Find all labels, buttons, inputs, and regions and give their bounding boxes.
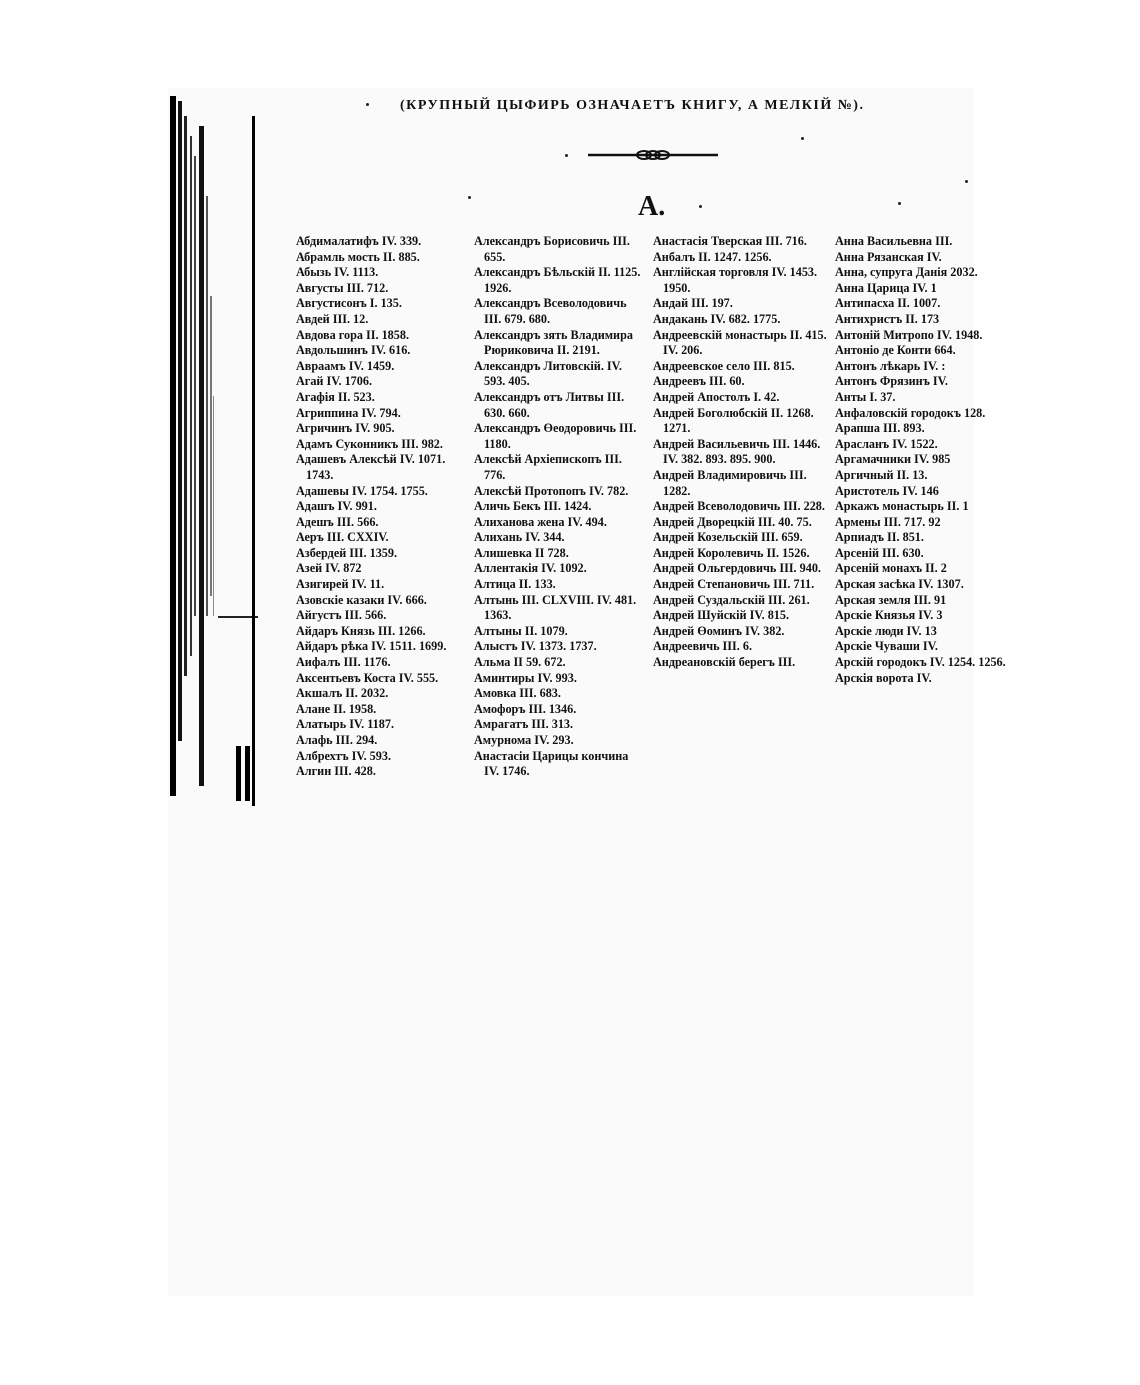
index-entry: Агафія II. 523.: [296, 389, 375, 404]
index-entry: Андрей Королевичь II. 1526.: [653, 545, 810, 560]
index-entry: Андрей Апостолъ I. 42.: [653, 389, 780, 404]
index-entry: Аличь Бекъ III. 1424.: [474, 499, 592, 514]
index-entry: Андрей Ольгердовичь III. 940.: [653, 561, 821, 576]
index-entry: Алтыны II. 1079.: [474, 623, 568, 638]
index-entry: Алексѣй Протопопъ IV. 782.: [474, 483, 629, 498]
index-entry: Анастасія Тверская III. 716.: [653, 234, 807, 248]
index-entry: Амрагатъ III. 313.: [474, 717, 574, 732]
index-entry: Андреановскій берегъ III.: [653, 655, 796, 670]
index-entry: Антоній Митропо IV. 1948.: [835, 327, 983, 342]
ink-speck: [801, 137, 804, 140]
index-entry: Арскія ворота IV.: [835, 670, 932, 685]
index-entry: Акшалъ II. 2032.: [296, 686, 389, 701]
index-column-1: [296, 234, 466, 794]
index-entry: Арскіе Князья IV. 3: [835, 608, 943, 623]
index-entry: Андреевичь III. 6.: [653, 639, 753, 654]
index-entry: Азбердей III. 1359.: [296, 545, 398, 560]
index-entry: Абрамль мость II. 885.: [296, 249, 420, 264]
index-entry: Анбалъ II. 1247. 1256.: [653, 249, 772, 264]
index-entry: Айдаръ Князь III. 1266.: [296, 623, 426, 638]
ink-speck: [699, 205, 702, 208]
index-entry: Арская засѣка IV. 1307.: [835, 577, 964, 592]
index-entry: Алтица II. 133.: [474, 577, 556, 592]
index-entry: Азовскіе казаки IV. 666.: [296, 592, 427, 607]
index-entry: Анна Васильевна III.: [835, 234, 953, 248]
index-entry: Андрей Всеволодовичь III. 228.: [653, 499, 825, 514]
index-entry: Андай III. 197.: [653, 296, 733, 311]
index-entry: Арапша III. 893.: [835, 421, 925, 436]
ink-speck: [965, 180, 968, 183]
section-letter: А.: [638, 191, 666, 222]
index-entry: Алишевка II 728.: [474, 545, 569, 560]
index-entry: Алгин III. 428.: [296, 764, 376, 779]
index-entry: Аллентакія IV. 1092.: [474, 561, 587, 576]
index-column-4: [835, 234, 1006, 794]
index-entry: Андрей Владимировичь III. 1282.: [653, 467, 807, 498]
index-entry: Анна Рязанская IV.: [835, 249, 942, 264]
index-entry: Андрей Өоминъ IV. 382.: [653, 623, 785, 638]
index-entry: Арасланъ IV. 1522.: [835, 436, 938, 451]
index-entry: Андреевскій монастырь II. 415. IV. 206.: [653, 327, 827, 358]
index-entry: Алексѣй Архіепископъ III. 776.: [474, 452, 622, 482]
index-entry: Алихановa жена IV. 494.: [474, 514, 607, 529]
index-entry: Андрей Дворецкій III. 40. 75.: [653, 514, 812, 529]
index-entry: Арпиадъ II. 851.: [835, 530, 924, 545]
index-entry: Аеръ III. CXXIV.: [296, 530, 389, 545]
index-entry: Андрей Суздальскій III. 261.: [653, 592, 810, 607]
index-entry: Агай IV. 1706.: [296, 374, 372, 389]
index-entry: Аминтиры IV. 993.: [474, 670, 577, 685]
index-entry: Александръ Всеволодовичь III. 679. 680.: [474, 296, 627, 326]
index-entry: Армены III. 717. 92: [835, 514, 941, 529]
index-entry: Абызь IV. 1113.: [296, 265, 379, 280]
index-entry: Арскій городокъ IV. 1254. 1256.: [835, 655, 1006, 670]
index-column-2: [474, 234, 646, 794]
index-entry: Аргамачники IV. 985: [835, 452, 951, 467]
index-entry: Амурнома IV. 293.: [474, 733, 574, 747]
index-entry: Антихристъ II. 173: [835, 311, 940, 326]
index-entry: Айгустъ III. 566.: [296, 608, 387, 623]
index-entry: Абдималатифъ IV. 339.: [296, 234, 422, 248]
index-entry: Алане II. 1958.: [296, 701, 377, 716]
book-page: [168, 88, 1006, 1296]
index-entry: Алтынь III. CLXVIII. IV. 481. 1363.: [474, 592, 637, 623]
index-entry: Антоніо де Конти 664.: [835, 343, 956, 358]
index-entry: Александръ Литовскій. IV. 593. 405.: [474, 358, 622, 389]
index-entry: Азигирей IV. 11.: [296, 577, 385, 592]
index-entry: Аифалъ III. 1176.: [296, 655, 391, 670]
index-entry: Аркажъ монастырь II. 1: [835, 499, 969, 514]
index-entry: Александръ Өеодоровичь III. 1180.: [474, 421, 637, 451]
ornament-divider: [588, 148, 718, 162]
ink-speck: [565, 154, 568, 157]
index-entry: Айдаръ рѣка IV. 1511. 1699.: [296, 639, 447, 654]
index-entry: Анна Царица IV. 1: [835, 280, 937, 295]
ink-speck: [468, 196, 471, 199]
index-entry: Авраамъ IV. 1459.: [296, 358, 395, 373]
index-entry: Александръ отъ Литвы III. 630. 660.: [474, 389, 625, 420]
index-entry: Анты I. 37.: [835, 389, 896, 404]
index-entry: Андакань IV. 682. 1775.: [653, 311, 781, 326]
index-column-3: [653, 234, 829, 794]
index-entry: Андрей Боголюбскій II. 1268. 1271.: [653, 405, 814, 436]
index-entry: Адашевы IV. 1754. 1755.: [296, 483, 428, 498]
index-entry: Альма II 59. 672.: [474, 655, 566, 670]
index-entry: Антонъ лѣкарь IV. :: [835, 358, 946, 373]
index-entry: Андрей Козельскій III. 659.: [653, 530, 803, 545]
index-entry: Антонъ Фрязинъ IV.: [835, 374, 948, 389]
index-entry: Андрей Васильевичь III. 1446. IV. 382. 893. 895. 900.: [653, 436, 821, 467]
index-entry: Алихань IV. 344.: [474, 530, 565, 545]
index-entry: Александръ Борисовичь III. 655.: [474, 234, 630, 264]
index-entry: Андреевъ III. 60.: [653, 374, 745, 389]
ink-speck: [366, 103, 369, 106]
index-entry: Амовка III. 683.: [474, 686, 561, 701]
index-entry: Адамъ Суконникъ III. 982.: [296, 436, 443, 451]
page-header: (КРУПНЫЙ ЦЫФИРЬ ОЗНАЧАЕТЪ КНИГУ, А МЕЛКІЙ №).: [400, 98, 865, 113]
index-entry: Арскіе Чуваши IV.: [835, 639, 938, 654]
index-entry: Арская земля III. 91: [835, 592, 947, 607]
index-entry: Августисонъ I. 135.: [296, 296, 402, 311]
index-entry: Албрехтъ IV. 593.: [296, 748, 391, 763]
index-entry: Адашъ IV. 991.: [296, 499, 377, 514]
index-entry: Анфаловскій городокъ 128.: [835, 405, 986, 420]
index-entry: Аксентьевъ Коста IV. 555.: [296, 670, 439, 685]
ink-speck: [898, 202, 901, 205]
index-entry: Александръ Бѣльскій II. 1125. 1926.: [474, 265, 641, 295]
index-entry: Авдова гора II. 1858.: [296, 327, 410, 342]
index-entry: Анна, супруга Данія 2032.: [835, 265, 978, 280]
index-entry: Алатырь IV. 1187.: [296, 717, 395, 732]
index-entry: Адешъ III. 566.: [296, 514, 379, 529]
index-entry: Арскіе люди IV. 13: [835, 623, 937, 638]
index-entry: Александръ зять Владимира Рюриковича II. 2191.: [474, 327, 633, 358]
scanned-binding-edge: [168, 96, 258, 806]
index-entry: Арсеній монахъ II. 2: [835, 561, 947, 576]
index-entry: Англійская торговля IV. 1453. 1950.: [653, 265, 818, 295]
index-entry: Агричинъ IV. 905.: [296, 421, 395, 436]
index-entry: Андрей Степановичь III. 711.: [653, 577, 815, 592]
index-entry: Азей IV. 872: [296, 561, 362, 576]
index-entry: Андрей Шуйскій IV. 815.: [653, 608, 790, 623]
index-entry: Андреевское село III. 815.: [653, 358, 795, 373]
index-entry: Арсеній III. 630.: [835, 545, 924, 560]
index-entry: Амофоръ III. 1346.: [474, 701, 577, 716]
index-entry: Аристотель IV. 146: [835, 483, 939, 498]
index-entry: Антипасха II. 1007.: [835, 296, 941, 311]
index-entry: Алафь III. 294.: [296, 733, 378, 747]
index-entry: Адашевъ Алексѣй IV. 1071. 1743.: [296, 452, 446, 482]
index-entry: Агриппина IV. 794.: [296, 405, 401, 420]
index-entry: Авдольшинъ IV. 616.: [296, 343, 411, 358]
index-entry: Анастасіи Царицы кончина IV. 1746.: [474, 748, 629, 779]
index-entry: Авдей III. 12.: [296, 311, 369, 326]
index-entry: Алыстъ IV. 1373. 1737.: [474, 639, 597, 654]
index-entry: Аргичный II. 13.: [835, 467, 928, 482]
index-entry: Августы III. 712.: [296, 280, 389, 295]
